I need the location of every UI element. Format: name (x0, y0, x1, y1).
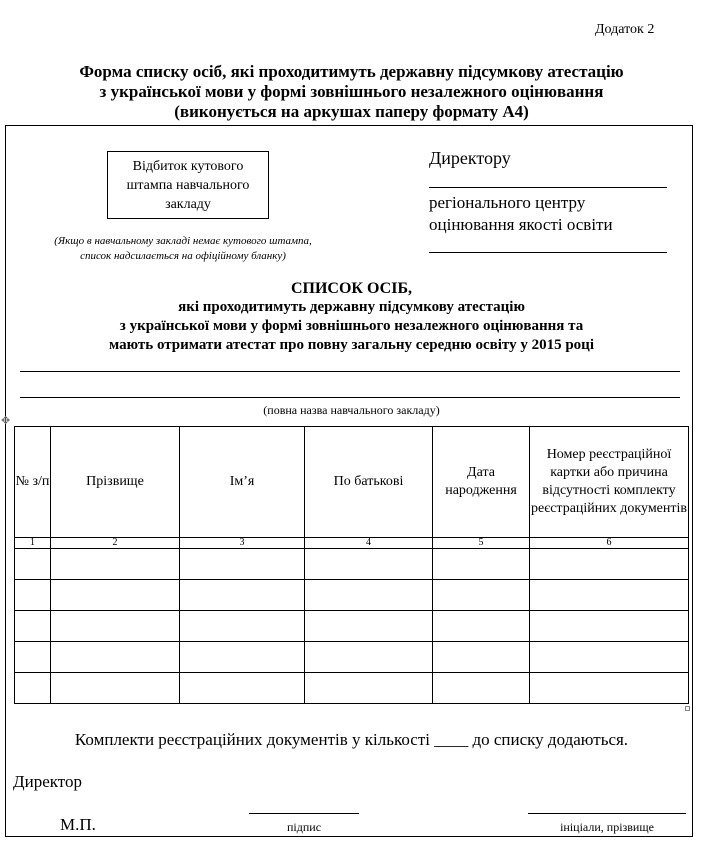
table-cell[interactable] (51, 580, 180, 611)
col-number: 2 (51, 538, 180, 549)
addressee-line-1: регіонального центру (429, 193, 586, 212)
table-row (15, 673, 689, 704)
addressee-center (429, 192, 613, 236)
list-title-line-3: з української мови у формі зовнішнього незалежного оцінювання та (119, 318, 584, 334)
table-header-row (15, 427, 689, 538)
form-title-line-2: з української мови у формі зовнішнього незалежного оцінювання (99, 82, 604, 101)
table-cell[interactable] (305, 549, 433, 580)
seal-label: М.П. (60, 815, 96, 834)
table-cell[interactable] (530, 642, 689, 673)
list-title-line-2: які проходитимуть державну підсумкову атестацію (178, 299, 525, 315)
form-title-line-3: (виконується на аркушах паперу формату А4) (174, 102, 529, 121)
table-cell[interactable] (305, 580, 433, 611)
stamp-line-2: штампа навчального (126, 178, 250, 193)
col-number: 6 (530, 538, 689, 549)
table-row (15, 549, 689, 580)
header-birth-date: Дата народження (433, 427, 530, 538)
table-cell[interactable] (51, 549, 180, 580)
table-cell[interactable] (51, 642, 180, 673)
col-number: 1 (15, 538, 51, 549)
form-title (0, 62, 703, 122)
table-cell[interactable] (433, 580, 530, 611)
appendix-label: Додаток 2 (595, 22, 655, 37)
table-cell[interactable] (433, 611, 530, 642)
table-cell[interactable] (433, 642, 530, 673)
table-row (15, 611, 689, 642)
table-cell[interactable] (51, 611, 180, 642)
list-title-line-1: СПИСОК ОСІБ, (290, 280, 413, 297)
stamp-line-1: Відбиток кутового (132, 159, 244, 174)
stamp-line-3: закладу (165, 197, 211, 212)
table-cell[interactable] (433, 673, 530, 704)
table-cell[interactable] (305, 673, 433, 704)
col-number: 5 (433, 538, 530, 549)
institution-line-2[interactable] (20, 397, 680, 398)
table-move-handle-icon[interactable]: ✥ (1, 415, 11, 427)
addressee-extra-line[interactable] (429, 252, 667, 253)
addressee-name-line[interactable] (429, 187, 667, 188)
table-row (15, 580, 689, 611)
header-patronymic: По батькові (305, 427, 433, 538)
table-cell[interactable] (15, 673, 51, 704)
addressee-line-2: оцінювання якості освіти (429, 215, 613, 234)
table-cell[interactable] (15, 549, 51, 580)
table-cell[interactable] (530, 549, 689, 580)
table-cell[interactable] (180, 642, 305, 673)
col-number: 3 (180, 538, 305, 549)
column-number-row (15, 538, 689, 549)
col-number: 4 (305, 538, 433, 549)
table-cell[interactable] (180, 611, 305, 642)
table-cell[interactable] (305, 642, 433, 673)
initials-caption: ініціали, прізвище (560, 820, 654, 834)
table-row (15, 642, 689, 673)
stamp-box (107, 151, 269, 219)
list-title (0, 279, 703, 355)
header-num: № з/п (15, 427, 51, 538)
table-cell[interactable] (15, 580, 51, 611)
addressee-title: Директору (429, 148, 511, 168)
list-title-line-4: мають отримати атестат про повну загальну середню освіту у 2015 році (109, 337, 594, 353)
header-reg-card: Номер реєстраційної картки або причина відсутності комплекту реєстраційних документів (530, 427, 689, 538)
table-resize-handle[interactable] (685, 706, 690, 711)
header-surname: Прізвище (51, 427, 180, 538)
form-title-line-1: Форма списку осіб, які проходитимуть державну підсумкову атестацію (79, 62, 624, 81)
stamp-note-line-1: (Якщо в навчальному закладі немає кутового штампа, (54, 235, 312, 247)
institution-label: (повна назва навчального закладу) (263, 403, 440, 417)
table-cell[interactable] (15, 642, 51, 673)
kits-sentence: Комплекти реєстраційних документів у кількості ____ до списку додаються. (74, 730, 629, 749)
initials-line[interactable] (528, 813, 686, 814)
signature-line[interactable] (249, 813, 359, 814)
table-cell[interactable] (15, 611, 51, 642)
director-label: Директор (13, 772, 82, 791)
table-cell[interactable] (180, 673, 305, 704)
table-cell[interactable] (180, 549, 305, 580)
stamp-note (18, 234, 348, 264)
header-name: Ім’я (180, 427, 305, 538)
signature-caption: підпис (286, 820, 322, 834)
table-cell[interactable] (51, 673, 180, 704)
table-cell[interactable] (433, 549, 530, 580)
persons-table (14, 426, 689, 704)
table-cell[interactable] (530, 580, 689, 611)
stamp-note-line-2: список надсилається на офіційному бланку) (80, 250, 286, 262)
table-cell[interactable] (530, 611, 689, 642)
table-cell[interactable] (180, 580, 305, 611)
institution-line-1[interactable] (20, 371, 680, 372)
table-cell[interactable] (305, 611, 433, 642)
table-cell[interactable] (530, 673, 689, 704)
